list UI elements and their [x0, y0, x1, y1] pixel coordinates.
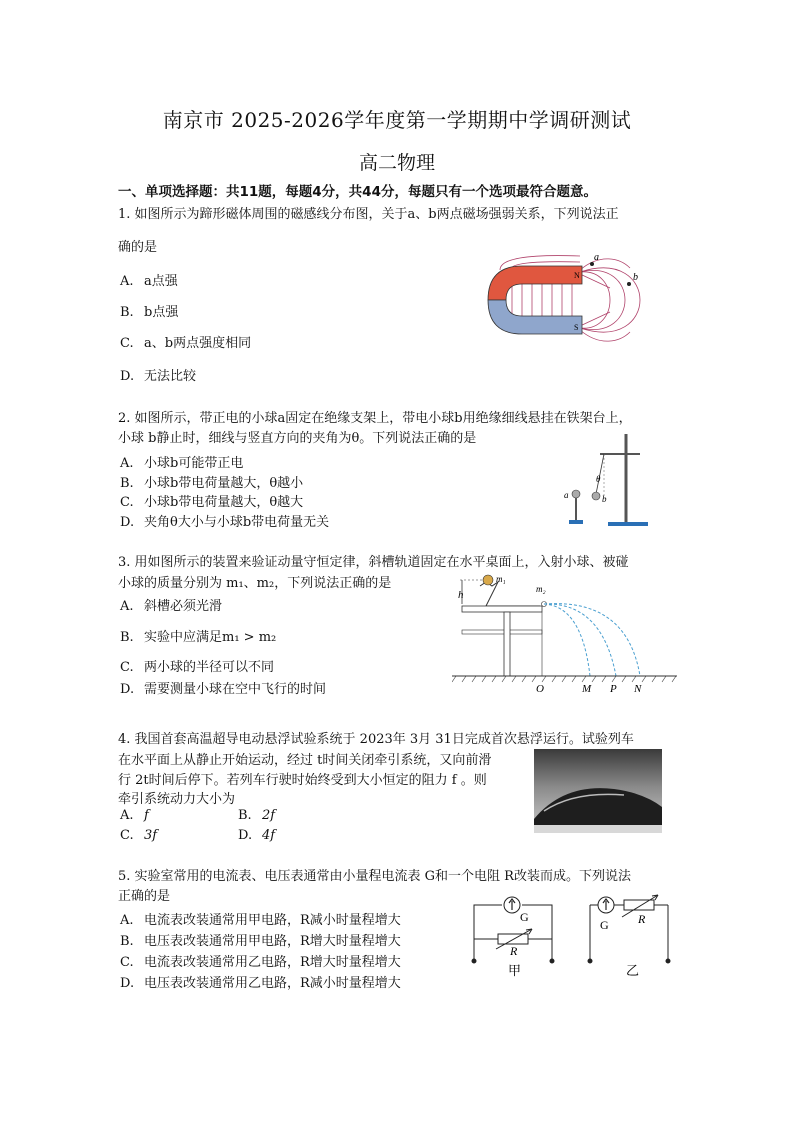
table-leg: [504, 612, 510, 676]
q3-option-a: [120, 595, 222, 614]
q1-option-b-label: B.: [120, 305, 134, 320]
p-label: P: [610, 683, 617, 695]
q2-option-b-text: 小球b带电荷量越大，θ越小: [144, 476, 304, 491]
q2-stem-line2: 小球 b静止时，细线与竖直方向的夹角为θ。下列说法正确的是: [118, 431, 477, 446]
q1-stem-line1: 1. 如图所示为蹄形磁体周围的磁感线分布图，关于a、b两点磁场强弱关系，下列说法正: [118, 207, 619, 222]
s-pole-label: S: [574, 323, 579, 332]
table-top: [462, 606, 542, 612]
q5-option-c: [120, 951, 401, 970]
yi-label: 乙: [626, 963, 640, 978]
q1-option-a-label: A.: [120, 274, 134, 289]
q4-option-d-text: 4f: [262, 828, 276, 843]
q3-option-b-text: 实验中应满足m₁ > m₂: [144, 630, 277, 645]
ball-b: [592, 492, 600, 500]
q4-option-c-text: 3f: [144, 828, 158, 843]
n-label: N: [634, 683, 642, 695]
q2-option-d-label: D.: [120, 515, 135, 530]
q1-option-d-label: D.: [120, 369, 135, 384]
q2-option-c-label: C.: [120, 495, 134, 510]
q5-stem-line1: 5. 实验室常用的电流表、电压表通常由小量程电流表 G和一个电阻 R改装而成。下列说法: [118, 869, 631, 884]
q2-option-a: [120, 452, 243, 471]
q5-option-b-label: B.: [120, 934, 134, 949]
q1-option-c-label: C.: [120, 336, 134, 351]
track: [534, 825, 662, 833]
q3-option-d: [120, 678, 326, 697]
q2-stem-line1: 2. 如图所示，带正电的小球a固定在绝缘支架上，带电小球b用绝缘细线悬挂在铁架台上，: [118, 411, 632, 426]
q4-option-a: [120, 808, 149, 823]
yi-r-label: R: [638, 912, 646, 926]
q4-stem-line4: 牵引系统动力大小为: [118, 792, 236, 807]
point-b-label: b: [633, 272, 638, 283]
q1-option-b: [120, 301, 178, 320]
q2-pendulum-figure: [560, 428, 660, 528]
q4-stem-line3: 行 2t时间后停下。若列车行驶时始终受到大小恒定的阻力 f 。则: [118, 773, 487, 788]
q5-option-a: [120, 909, 401, 928]
h-label: h: [458, 589, 464, 601]
m-label: M: [582, 683, 592, 695]
q3-option-a-label: A.: [120, 599, 134, 614]
jia-label: 甲: [508, 963, 522, 978]
q1-option-b-text: b点强: [144, 305, 179, 320]
q2-option-d-text: 夹角θ大小与小球b带电荷量无关: [144, 515, 330, 530]
q1-option-d: [120, 365, 196, 384]
q4-option-b-label: B.: [238, 808, 252, 823]
q5-option-c-label: C.: [120, 955, 134, 970]
q4-option-b: [238, 808, 275, 823]
n-pole-label: N: [574, 271, 580, 280]
q5-option-b-text: 电压表改装通常用甲电路，R增大时量程增大: [144, 934, 401, 949]
q1-option-c-text: a、b两点强度相同: [144, 336, 252, 351]
ball-a: [572, 490, 580, 498]
ball-m1: [483, 575, 493, 585]
jia-r-label: R: [510, 944, 518, 958]
q5-stem-line2: 正确的是: [118, 889, 171, 904]
q4-option-c: [120, 828, 157, 843]
q5-option-d-label: D.: [120, 976, 135, 991]
q1-option-d-text: 无法比较: [144, 369, 197, 384]
q3-option-c-text: 两小球的半径可以不同: [144, 660, 275, 675]
q4-option-a-text: f: [144, 808, 149, 823]
q2-option-b: [120, 472, 303, 491]
south-pole-arm: [488, 300, 582, 334]
q3-option-b: [120, 626, 276, 645]
q5-option-b: [120, 930, 401, 949]
q2-option-b-label: B.: [120, 476, 134, 491]
q5-option-a-label: A.: [120, 913, 134, 928]
q2-option-a-text: 小球b可能带正电: [144, 456, 244, 471]
q3-option-b-label: B.: [120, 630, 134, 645]
q1-magnet-figure: [470, 248, 660, 360]
q3-option-c: [120, 656, 274, 675]
q1-option-a-text: a点强: [144, 274, 178, 289]
q1-stem-line2: 确的是: [118, 240, 158, 255]
q4-option-c-label: C.: [120, 828, 134, 843]
trajectories: [544, 604, 640, 676]
point-b: [627, 282, 631, 286]
q4-maglev-train-photo: [534, 749, 662, 833]
north-pole-arm: [488, 266, 582, 300]
q5-option-d: [120, 972, 401, 991]
q4-stem-line2: 在水平面上从静止开始运动，经过 t时间关闭牵引系统，又向前滑: [118, 753, 492, 768]
floor-hatching: [452, 676, 676, 682]
yi-g-label: G: [600, 918, 609, 932]
q3-option-d-text: 需要测量小球在空中飞行的时间: [144, 682, 327, 697]
q2-option-d: [120, 511, 329, 530]
section-heading: 一、单项选择题：共11题，每题4分，共44分，每题只有一个选项最符合题意。: [118, 184, 597, 200]
q5-option-c-text: 电流表改装通常用乙电路，R增大时量程增大: [144, 955, 401, 970]
q4-option-b-text: 2f: [262, 808, 276, 823]
q4-option-d: [238, 828, 275, 843]
m2-label: m₂: [536, 584, 546, 594]
page-subtitle: 高二物理: [358, 152, 435, 174]
q3-stem-line1: 3. 用如图所示的装置来验证动量守恒定律，斜槽轨道固定在水平桌面上，入射小球、被碰: [118, 555, 629, 570]
q2-option-c: [120, 491, 303, 510]
ball-b-label: b: [602, 494, 607, 504]
q3-collision-figure: [452, 572, 677, 697]
ball-a-label: a: [564, 490, 569, 500]
jia-g-label: G: [520, 910, 529, 924]
q4-option-d-label: D.: [238, 828, 253, 843]
q1-option-a: [120, 270, 178, 289]
page-title: 南京市 2025-2026学年度第一学期期中学调研测试: [162, 108, 632, 132]
o-label: O: [536, 683, 544, 695]
q5-option-a-text: 电流表改装通常用甲电路，R减小时量程增大: [144, 913, 401, 928]
q3-option-d-label: D.: [120, 682, 135, 697]
q2-option-a-label: A.: [120, 456, 134, 471]
q2-option-c-text: 小球b带电荷量越大，θ越大: [144, 495, 304, 510]
q3-option-c-label: C.: [120, 660, 134, 675]
point-a-label: a: [594, 252, 599, 263]
chute-track: [480, 582, 540, 606]
m1-label: m₁: [496, 574, 506, 584]
stand-base: [608, 522, 648, 526]
support-base: [569, 520, 583, 524]
q3-option-a-text: 斜槽必须光滑: [144, 599, 223, 614]
q5-option-d-text: 电压表改装通常用乙电路，R减小时量程增大: [144, 976, 401, 991]
q5-circuit-figure: [462, 893, 674, 983]
q4-stem-line1: 4. 我国首套高温超导电动悬浮试验系统于 2023年 3月 31日完成首次悬浮运行。试验列车: [118, 732, 634, 747]
q4-option-a-label: A.: [120, 808, 134, 823]
q3-stem-line2: 小球的质量分别为 m₁、m₂，下列说法正确的是: [118, 576, 392, 591]
table-shelf: [462, 630, 542, 634]
q1-option-c: [120, 332, 251, 351]
theta-label: θ: [596, 474, 601, 484]
